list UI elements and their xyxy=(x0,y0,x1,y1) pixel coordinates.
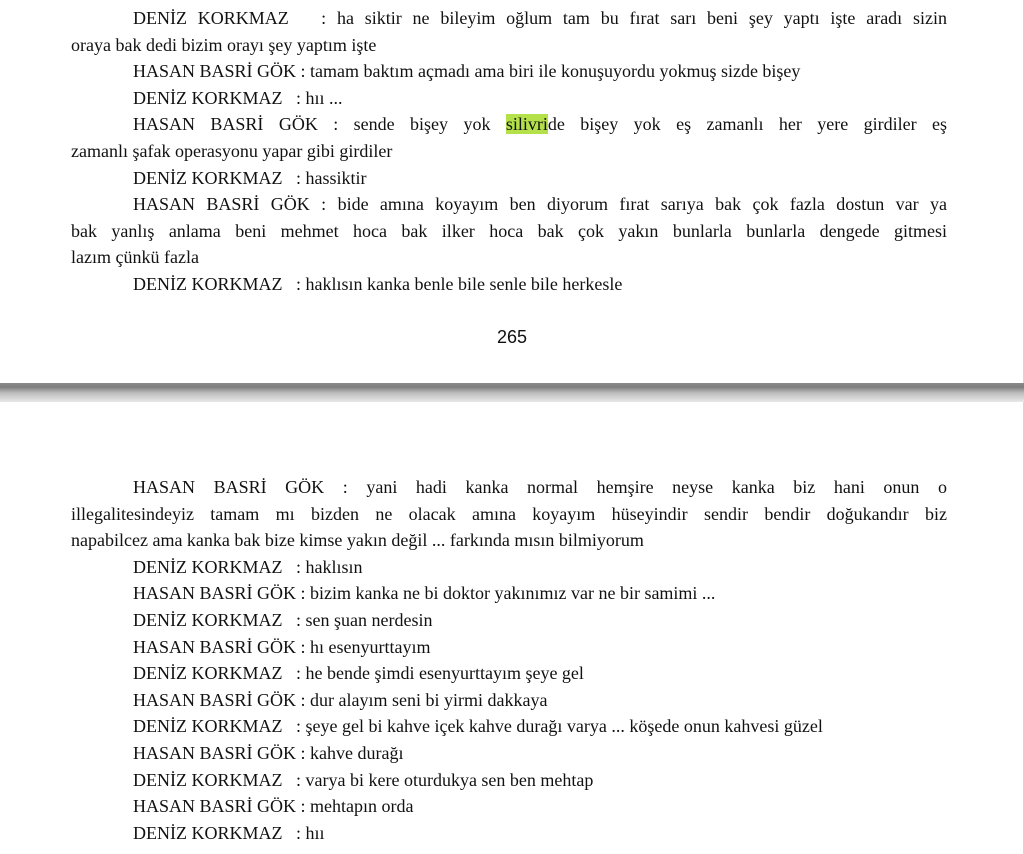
transcript-line xyxy=(71,713,947,740)
line-text: ha siktir ne bileyim oğlum tam bu fırat sarı beni şey yaptı işte aradı sizin xyxy=(336,8,947,28)
transcript-line xyxy=(71,271,947,298)
document-page-next xyxy=(0,402,1024,854)
page-number: 265 xyxy=(496,327,528,347)
line-text: varya bi kere oturdukya sen ben mehtap xyxy=(305,769,594,790)
line-text: hıı ... xyxy=(305,87,343,108)
transcript-line xyxy=(71,138,947,165)
transcript-line xyxy=(71,687,947,714)
speaker-name: DENİZ KORKMAZ : xyxy=(133,8,337,28)
transcript-line xyxy=(71,58,947,85)
line-text: hıı xyxy=(305,822,325,843)
speaker-name: HASAN BASRİ GÖK : xyxy=(133,689,311,710)
line-text: de bişey yok eş zamanlı her yere girdiler eş xyxy=(547,114,947,135)
line-text: şeye gel bi kahve içek kahve durağı varya ... köşede onun kahvesi güzel xyxy=(305,716,823,737)
transcript-line xyxy=(71,820,947,847)
line-text: napabilcez ama kanka bak bize kimse yakın değil ... farkında mısın bilmiyorum xyxy=(71,530,644,551)
speaker-name: DENİZ KORKMAZ : xyxy=(133,716,306,737)
transcript-line xyxy=(71,793,947,820)
line-text: oraya bak dedi bizim orayı şey yaptım işte xyxy=(71,34,377,55)
page-separator xyxy=(0,383,1024,402)
speaker-name: HASAN BASRİ GÖK : xyxy=(133,636,311,657)
speaker-name: HASAN BASRİ GÖK : xyxy=(133,61,311,82)
line-text: haklısın kanka benle bile senle bile herkesle xyxy=(305,273,623,294)
line-text: yani hadi kanka normal hemşire neyse kanka biz hani onun o xyxy=(366,477,947,497)
speaker-name: DENİZ KORKMAZ : xyxy=(133,556,306,577)
transcript-line xyxy=(71,244,947,271)
speaker-name: HASAN BASRİ GÖK : xyxy=(133,742,311,763)
line-text: lazım çünkü fazla xyxy=(71,247,199,268)
transcript-line xyxy=(71,740,947,767)
line-text: dur alayım seni bi yirmi dakkaya xyxy=(310,689,548,710)
line-text: kahve durağı xyxy=(310,742,404,763)
transcript-line xyxy=(71,580,947,607)
speaker-name: DENİZ KORKMAZ : xyxy=(133,273,306,294)
line-text: sende bişey yok xyxy=(353,114,506,135)
transcript-line xyxy=(71,501,947,528)
line-text: bak yanlış anlama beni mehmet hoca bak ilker hoca bak çok yakın bunlarla bunlarla dengede gitmesi xyxy=(71,220,947,241)
speaker-name: HASAN BASRİ GÖK : xyxy=(133,477,367,497)
line-text: mehtapın orda xyxy=(310,796,414,817)
transcript-line xyxy=(71,607,947,634)
transcript-line xyxy=(71,218,947,245)
transcript-line xyxy=(71,660,947,687)
transcript-line xyxy=(71,191,947,218)
line-text: hı esenyurttayım xyxy=(310,636,431,657)
speaker-name: DENİZ KORKMAZ : xyxy=(133,769,306,790)
transcript-line xyxy=(71,85,947,112)
speaker-name: HASAN BASRİ GÖK : xyxy=(133,194,338,215)
line-text: zamanlı şafak operasyonu yapar gibi girdiler xyxy=(71,140,393,161)
line-text: haklısın xyxy=(305,556,363,577)
line-text: bide amına koyayım ben diyorum fırat sarıya bak çok fazla dostun var ya xyxy=(337,194,947,215)
line-text: hassiktir xyxy=(305,167,367,188)
line-text: bizim kanka ne bi doktor yakınımız var ne bir samimi ... xyxy=(310,583,716,604)
speaker-name: DENİZ KORKMAZ : xyxy=(133,663,306,684)
transcript-line xyxy=(71,634,947,661)
line-text: sen şuan nerdesin xyxy=(305,609,433,630)
transcript-line xyxy=(71,32,947,59)
transcript-line xyxy=(71,5,947,32)
speaker-name: HASAN BASRİ GÖK : xyxy=(133,796,311,817)
transcript-line xyxy=(71,767,947,794)
speaker-name: HASAN BASRİ GÖK : xyxy=(133,583,311,604)
speaker-name: DENİZ KORKMAZ : xyxy=(133,609,306,630)
transcript-line xyxy=(71,527,947,554)
highlighted-word: silivri xyxy=(505,114,548,135)
line-text: illegalitesindeyiz tamam mı bizden ne olacak amına koyayım hüseyindir sendir bendir doğukandır biz xyxy=(71,503,947,524)
speaker-name: DENİZ KORKMAZ : xyxy=(133,822,306,843)
speaker-name: DENİZ KORKMAZ : xyxy=(133,167,306,188)
transcript-text xyxy=(71,474,947,846)
transcript-line xyxy=(71,111,947,138)
transcript-line xyxy=(71,474,947,501)
line-text: tamam baktım açmadı ama biri ile konuşuyordu yokmuş sizde bişey xyxy=(310,61,801,82)
transcript-line xyxy=(71,165,947,192)
speaker-name: DENİZ KORKMAZ : xyxy=(133,87,306,108)
line-text: he bende şimdi esenyurttayım şeye gel xyxy=(305,663,584,684)
document-page-265 xyxy=(0,0,1024,383)
speaker-name: HASAN BASRİ GÖK : xyxy=(133,114,354,135)
transcript-text xyxy=(71,5,947,298)
transcript-line xyxy=(71,554,947,581)
